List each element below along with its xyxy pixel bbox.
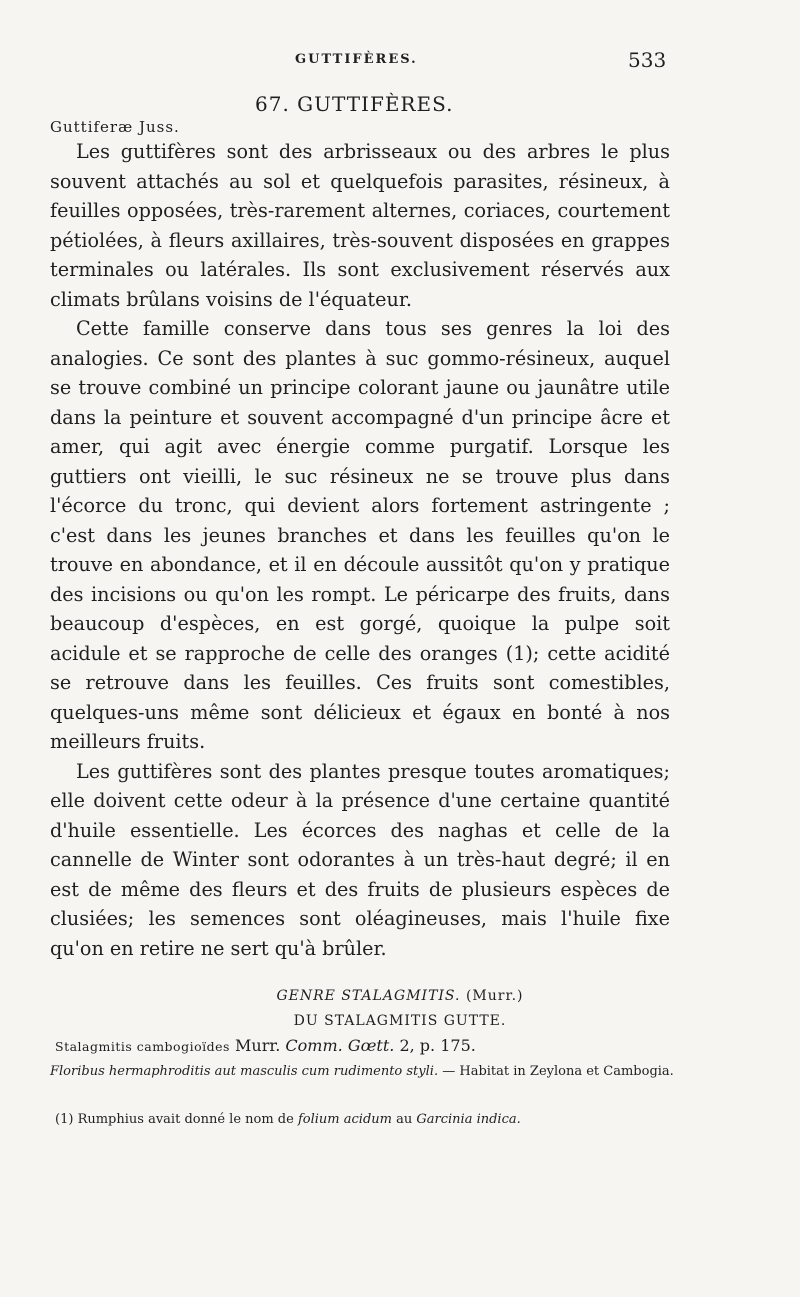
paragraph-aromatics: Les guttifères sont des plantes presque toutes aromatiques; elle doivent cette odeur à la présence d'une certaine quantité d'huile essentielle. Les écorces des naghas et celle de la cannelle de Winter sont odorantes à un très-haut degré; il en est de même des fleurs et des fruits de plusieurs espèces de clusiées; les semences sont oléagineuses, mais l'huile fixe qu'on en retire ne sert qu'à brûler. xyxy=(50,759,670,960)
footnote-marker: (1) xyxy=(55,1112,74,1127)
species-reference: Comm. Gœtt. xyxy=(285,1036,395,1055)
genre-authority: (Murr.) xyxy=(465,988,524,1004)
footnote-italic-term: folium acidum xyxy=(297,1112,392,1127)
page-number: 533 xyxy=(628,48,667,72)
chapter-title: 67. GUTTIFÈRES. xyxy=(255,92,454,116)
footnote-italic-species: Garcinia indica. xyxy=(416,1112,521,1127)
paragraph-description: Les guttifères sont des arbrisseaux ou des arbres le plus souvent attachés au sol et quelquefois parasites, résineux, à feuilles opposées, très-rarement alternes, coriaces, courtement pétiolées, à fleurs axillaires, très-souvent disposées en grappes terminales ou latérales. Ils sont exclusivement réservés aux climats brûlans voisins de l'équateur. xyxy=(50,140,670,311)
body-text xyxy=(50,137,670,963)
genre-name: GENRE STALAGMITIS. xyxy=(276,988,461,1004)
running-head: GUTTIFÈRES. xyxy=(295,52,418,67)
species-volume-page: 2, p. 175. xyxy=(399,1036,476,1055)
species-author: Murr. xyxy=(235,1036,281,1055)
species-citation xyxy=(55,1036,675,1055)
footnote xyxy=(55,1112,695,1127)
genre-heading xyxy=(0,988,800,1004)
species-name: Stalagmitis cambogioïdes xyxy=(55,1039,230,1054)
species-heading: DU STALAGMITIS GUTTE. xyxy=(293,1013,507,1029)
paragraph-properties: Cette famille conserve dans tous ses genres la loi des analogies. Ce sont des plantes à suc gommo-résineux, auquel se trouve combiné un principe colorant jaune ou jaunâtre utile dans la peinture et souvent accompagné d'un principe âcre et amer, qui agit avec énergie comme purgatif. Lorsque les guttiers ont vieilli, le suc résineux ne se trouve plus dans l'écorce du tronc, qui devient alors fortement astringente ; c'est dans les jeunes branches et dans les feuilles qu'on le trouve en abondance, et il en découle aussitôt qu'on y pratique des incisions ou qu'on les rompt. Le péricarpe des fruits, dans beaucoup d'espèces, en est gorgé, quoique la pulpe soit acidule et se rapproche de celle des oranges (1); cette acidité se retrouve dans les feuilles. Ces fruits sont comestibles, quelques-uns même sont délicieux et égaux en bonté à nos meilleurs fruits. xyxy=(50,317,670,753)
latin-habitat: — Habitat in Zeylona et Cambogia. xyxy=(442,1064,674,1079)
footnote-text-mid: au xyxy=(396,1112,413,1127)
footnote-text-start: Rumphius avait donné le nom de xyxy=(77,1112,294,1127)
family-authority: Guttiferæ Juss. xyxy=(50,118,180,136)
latin-description xyxy=(50,1061,680,1083)
latin-flower-description: Floribus hermaphroditis aut masculis cum rudimento styli. xyxy=(50,1064,439,1079)
